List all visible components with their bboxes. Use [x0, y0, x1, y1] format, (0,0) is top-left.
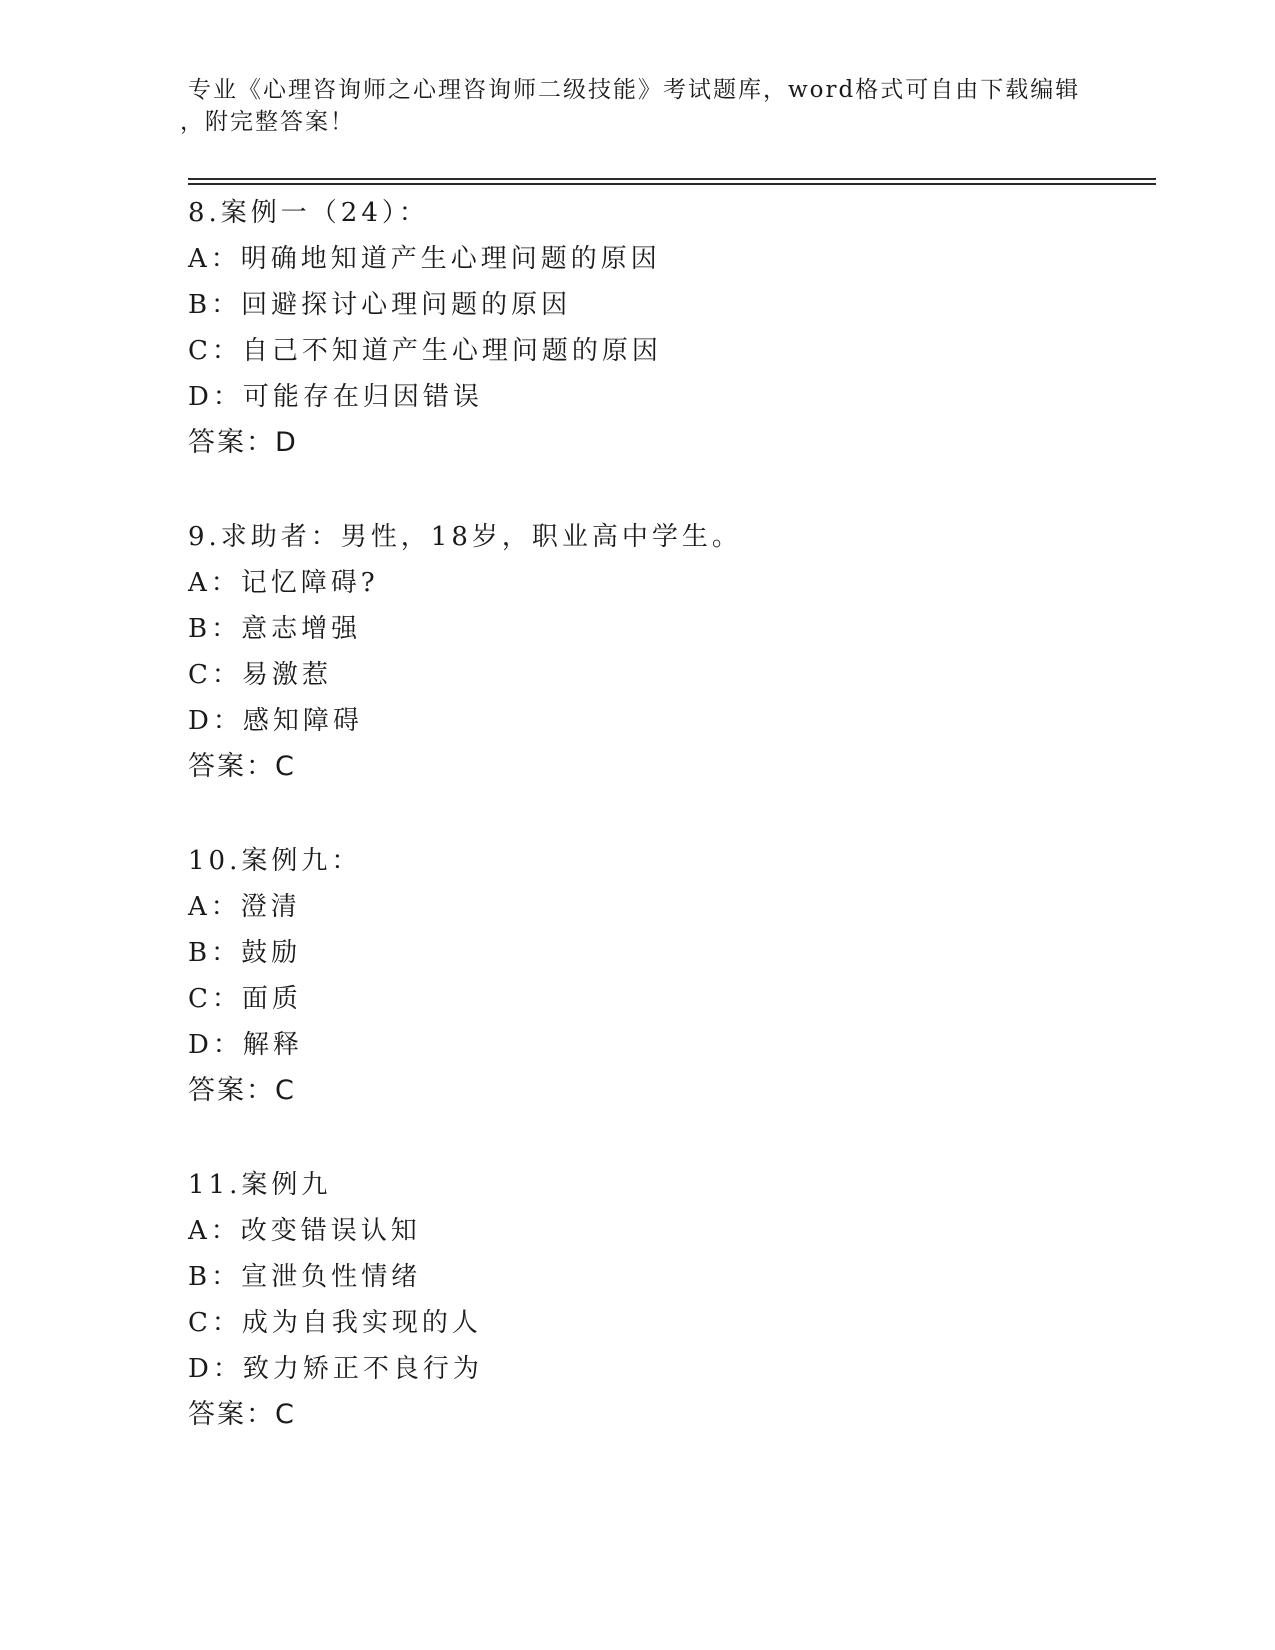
option-d: D：可能存在归因错误	[188, 382, 483, 412]
option-c: C：易激惹	[188, 660, 332, 690]
option-c: C：自己不知道产生心理问题的原因	[188, 336, 662, 366]
question-list	[188, 190, 1156, 1486]
option-d: D：致力矫正不良行为	[188, 1354, 483, 1384]
option-b: B：鼓励	[188, 938, 302, 968]
answer-line: 答案：D	[188, 427, 298, 458]
option-b: B：回避探讨心理问题的原因	[188, 290, 572, 320]
document-header	[180, 74, 1088, 138]
header-line-1: 专业《心理咨询师之心理咨询师二级技能》考试题库，word格式可自由下载编辑	[188, 77, 1081, 103]
answer-line: 答案：C	[188, 1075, 296, 1106]
question-11	[188, 1162, 1156, 1438]
option-c: C：面质	[188, 984, 302, 1014]
option-c: C：成为自我实现的人	[188, 1308, 482, 1338]
option-d: D：解释	[188, 1030, 303, 1060]
header-divider-top	[188, 178, 1156, 180]
option-a: A：澄清	[188, 892, 301, 922]
option-a: A：改变错误认知	[188, 1216, 421, 1246]
option-b: B：意志增强	[188, 614, 362, 644]
question-title: 10.案例九：	[188, 846, 362, 876]
question-10	[188, 838, 1156, 1114]
question-title: 8.案例一（24）：	[188, 198, 429, 228]
question-8	[188, 190, 1156, 466]
option-d: D：感知障碍	[188, 706, 363, 736]
option-a: A：记忆障碍?	[188, 568, 379, 598]
answer-line: 答案：C	[188, 1399, 296, 1430]
header-line-2: ，附完整答案！	[180, 109, 355, 135]
question-title: 9.求助者：男性，18岁，职业高中学生。	[188, 522, 742, 552]
question-title: 11.案例九	[188, 1170, 332, 1200]
question-9	[188, 514, 1156, 790]
answer-line: 答案：C	[188, 751, 296, 782]
header-divider-bottom	[188, 183, 1156, 185]
option-a: A：明确地知道产生心理问题的原因	[188, 244, 661, 274]
option-b: B：宣泄负性情绪	[188, 1262, 422, 1292]
